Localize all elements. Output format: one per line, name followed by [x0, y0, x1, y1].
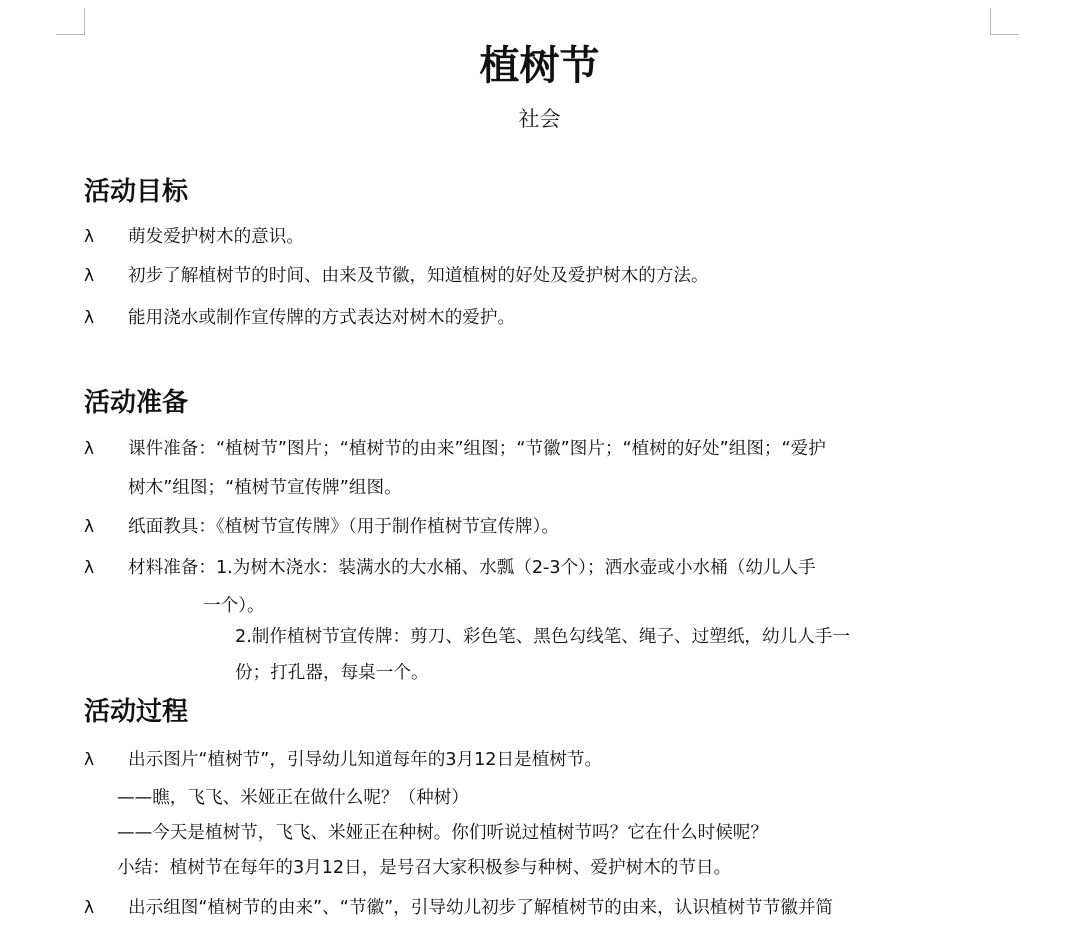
bullet-glyph: λ [84, 517, 95, 537]
prep-item-3-line-3: 2.制作植树节宣传牌：剪刀、彩色笔、黑色勾线笔、绳子、过塑纸，幼儿人手一 [235, 627, 850, 647]
bullet-glyph: λ [84, 750, 95, 770]
bullet-glyph: λ [84, 308, 95, 328]
process-dialog-2: ——今天是植树节，飞飞、米娅正在种树。你们听说过植树节吗？它在什么时候呢？ [117, 823, 768, 843]
bullet-glyph: λ [84, 227, 95, 247]
bullet-glyph: λ [84, 266, 95, 286]
prep-item-3-line-1: 材料准备：1.为树木浇水：装满水的大水桶、水瓢（2-3个）；洒水壶或小水桶（幼儿人手 [128, 558, 816, 578]
prep-item-1-line-2: 树木”组图；“植树节宣传牌”组图。 [128, 478, 402, 498]
page-corner-mark-right [990, 8, 1019, 35]
section-heading-prep: 活动准备 [84, 388, 189, 418]
document-title: 植树节 [479, 43, 600, 89]
goal-item-3: 能用浇水或制作宣传牌的方式表达对树木的爱护。 [128, 308, 516, 328]
bullet-glyph: λ [84, 439, 95, 459]
bullet-glyph: λ [84, 898, 95, 918]
process-dialog-1: ——瞧，飞飞、米娅正在做什么呢？（种树） [117, 788, 469, 808]
page-corner-mark-left [56, 8, 85, 35]
prep-item-1-line-1: 课件准备：“植树节”图片；“植树节的由来”组图；“节徽”图片；“植树的好处”组图；“爱护 [128, 439, 826, 459]
process-summary: 小结：植树节在每年的3月12日，是号召大家积极参与种树、爱护树木的节日。 [117, 858, 732, 878]
goal-item-1: 萌发爱护树木的意识。 [128, 227, 304, 247]
process-item-2: 出示组图“植树节的由来”、“节徽”，引导幼儿初步了解植树节的由来，认识植树节节徽并简 [128, 898, 834, 918]
prep-item-3-line-2: 一个）。 [203, 596, 265, 616]
document-subtitle: 社会 [518, 107, 561, 131]
goal-item-2: 初步了解植树节的时间、由来及节徽，知道植树的好处及爱护树木的方法。 [128, 266, 709, 286]
prep-item-3-line-4: 份；打孔器，每桌一个。 [235, 663, 429, 683]
section-heading-goals: 活动目标 [84, 177, 189, 207]
section-heading-process: 活动过程 [84, 697, 189, 727]
process-item-1: 出示图片“植树节”，引导幼儿知道每年的3月12日是植树节。 [128, 750, 603, 770]
bullet-glyph: λ [84, 558, 95, 578]
prep-item-2: 纸面教具：《植树节宣传牌》（用于制作植树节宣传牌）。 [128, 517, 560, 537]
